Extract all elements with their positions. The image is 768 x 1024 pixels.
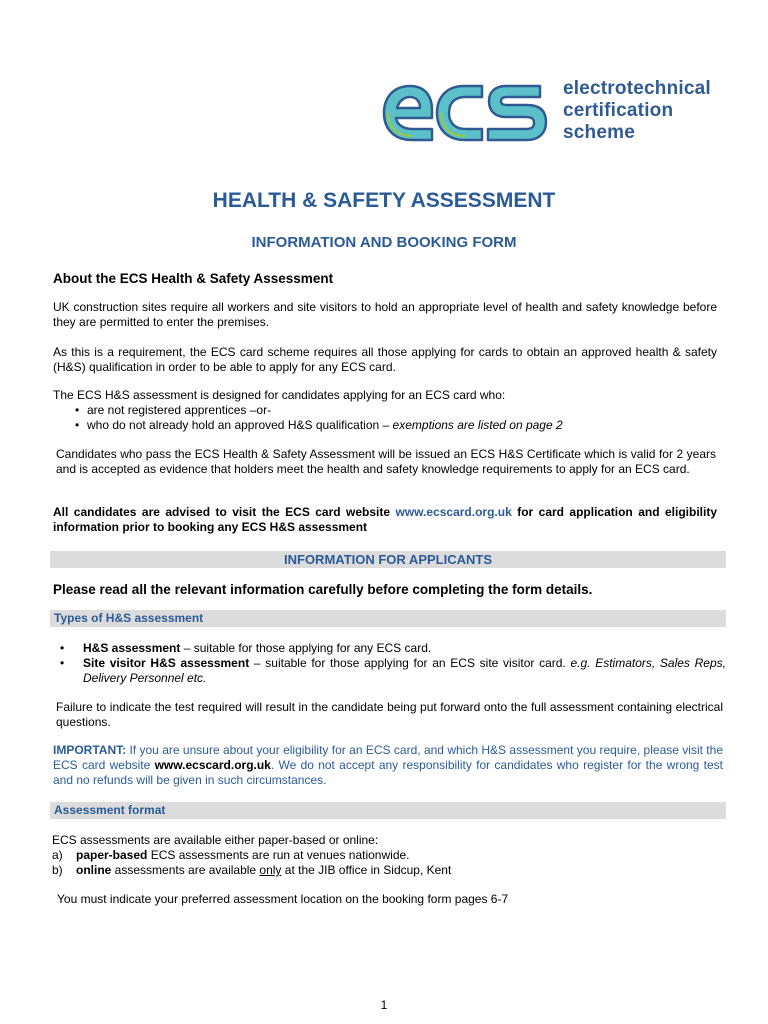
format-intro: ECS assessments are available either paper-based or online: (52, 833, 379, 847)
ecs-logo (380, 78, 740, 148)
page-title: HEALTH & SAFETY ASSESSMENT (212, 189, 556, 212)
type-desc: – suitable for those applying for any ECS card. (180, 641, 432, 655)
section-band-format (50, 802, 726, 819)
list-item (52, 863, 652, 878)
bullet-icon: • (60, 641, 65, 655)
indicate-location-note: You must indicate your preferred assessment location on the booking form pages 6-7 (57, 892, 509, 906)
eligibility-list (75, 403, 715, 433)
logo-line-3: scheme (563, 122, 635, 143)
format-desc: assessments are available (111, 863, 260, 877)
about-paragraph-4: Candidates who pass the ECS Health & Safety Assessment will be issued an ECS H&S Certificate which is valid for 2 years and is accepted as evidence that holders meet the health and safety knowledge requirements to apply for an ECS card. (56, 447, 716, 476)
list-letter: a) (52, 848, 63, 862)
format-desc: ECS assessments are run at venues nationwide. (147, 848, 410, 862)
assessment-types-list (60, 641, 726, 686)
format-name: paper-based (76, 848, 148, 862)
page-number: 1 (380, 998, 388, 1012)
list-item (60, 656, 726, 686)
list-item (75, 403, 715, 418)
about-heading: About the ECS Health & Safety Assessment (53, 271, 334, 286)
read-all-instruction: Please read all the relevant information carefully before completing the form details. (53, 582, 593, 597)
section-banner-applicants: INFORMATION FOR APPLICANTS (50, 551, 726, 568)
format-name: online (76, 863, 112, 877)
list-item (75, 418, 715, 433)
important-paragraph (53, 743, 723, 788)
about-paragraph-2: As this is a requirement, the ECS card scheme requires all those applying for cards to obtain an approved health & safety (H&S) qualification in order to be able to apply for any ECS card. (53, 345, 717, 374)
logo-line-2: certification (563, 100, 674, 121)
ecs-website-link[interactable]: www.ecscard.org.uk (395, 505, 512, 519)
type-name: Site visitor H&S assessment (83, 656, 250, 670)
bullet-text: are not registered apprentices –or- (87, 403, 272, 417)
ecs-logo-mark (380, 80, 555, 146)
important-label: IMPORTANT: (53, 743, 127, 757)
types-heading: Types of H&S assessment (54, 611, 204, 625)
type-examples: e.g. Estimators, Sales Reps, Delivery Personnel etc. (83, 656, 726, 685)
logo-wordmark (563, 78, 711, 144)
logo-line-1: electrotechnical (563, 78, 711, 99)
advise-text: All candidates are advised to visit the ECS card website (53, 505, 396, 519)
exemptions-note: exemptions are listed on page 2 (392, 418, 563, 432)
list-letter: b) (52, 863, 63, 877)
section-band-types (50, 610, 726, 627)
type-name: H&S assessment (83, 641, 181, 655)
page-subtitle: INFORMATION AND BOOKING FORM (251, 234, 517, 251)
important-website-link[interactable]: www.ecscard.org.uk (154, 758, 271, 772)
type-desc: – suitable for those applying for an ECS site visitor card. (249, 656, 571, 670)
bullet-icon: • (60, 656, 65, 670)
list-item (52, 848, 652, 863)
about-paragraph-3: The ECS H&S assessment is designed for candidates applying for an ECS card who: (53, 388, 506, 402)
assessment-format-list (52, 833, 652, 878)
bullet-text: who do not already hold an approved H&S qualification – (87, 418, 393, 432)
about-paragraph-1: UK construction sites require all workers and site visitors to hold an appropriate level of health and safety knowledge before they are permitted to enter the premises. (53, 300, 717, 329)
format-desc-end: at the JIB office in Sidcup, Kent (281, 863, 452, 877)
list-item (60, 641, 726, 656)
advise-text-end: for card application and eligibility information prior to booking any ECS H&S assessment (53, 505, 717, 534)
important-text: If you are unsure about your eligibility for an ECS card, and which H&S assessment you require, please visit the ECS card website (53, 743, 723, 772)
format-heading: Assessment format (54, 803, 166, 817)
important-text-end: . We do not accept any responsibility for candidates who register for the wrong test and no refunds will be given in such circumstances. (53, 758, 723, 787)
failure-paragraph: Failure to indicate the test required will result in the candidate being put forward onto the full assessment containing electrical questions. (56, 700, 723, 729)
only-emphasis: only (259, 863, 282, 877)
advise-paragraph (53, 505, 717, 535)
